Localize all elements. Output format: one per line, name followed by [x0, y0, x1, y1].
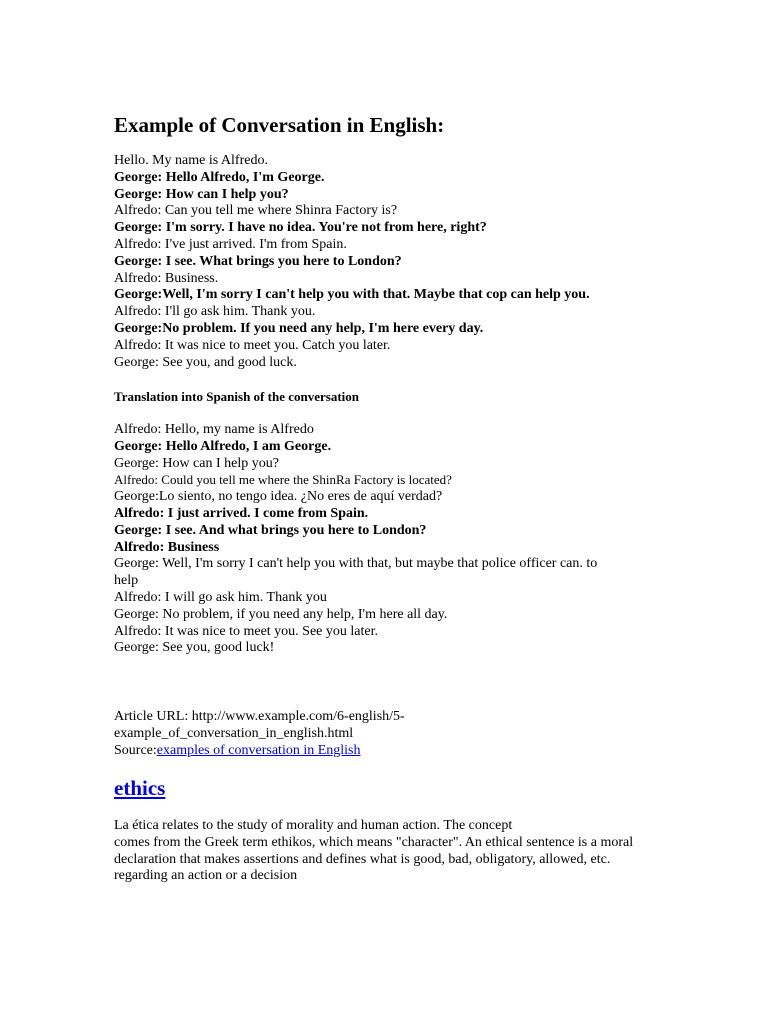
conversation-line: George: How can I help you?: [114, 186, 289, 202]
translation-line: George: I see. And what brings you here to London?: [114, 522, 427, 538]
translation-line: George: See you, good luck!: [114, 640, 275, 656]
conversation-line: Alfredo: It was nice to meet you. Catch you later.: [114, 337, 391, 353]
conversation-line: George: I see. What brings you here to London?: [114, 253, 402, 269]
source-link[interactable]: examples of conversation in English: [156, 742, 361, 758]
ethics-body-text: comes from the Greek term ethikos, which means "character". An ethical sentence is a moral declaration that makes assertions and defines what is good, bad, obligatory, allowed, etc. regarding an action or a decision: [114, 834, 634, 884]
conversation-line: Alfredo: Can you tell me where Shinra Factory is?: [114, 203, 398, 219]
conversation-line: George: Hello Alfredo, I'm George.: [114, 169, 325, 185]
conversation-line: Alfredo: I'll go ask him. Thank you.: [114, 304, 316, 320]
translation-line: Alfredo: I just arrived. I come from Spain.: [114, 505, 369, 521]
translation-line: George: Hello Alfredo, I am George.: [114, 438, 332, 454]
ethics-heading-link[interactable]: ethics: [114, 776, 166, 800]
translation-line: Alfredo: Hello, my name is Alfredo: [114, 422, 314, 437]
ethics-paragraph: [114, 818, 634, 885]
translation-line: George: How can I help you?: [114, 455, 279, 471]
translation-line: Alfredo: Could you tell me where the ShinRa Factory is located?: [114, 472, 452, 488]
conversation-line: Hello. My name is Alfredo.: [114, 153, 268, 168]
conversation-line: Alfredo: I've just arrived. I'm from Spain.: [114, 236, 347, 252]
conversation-line: George: I'm sorry. I have no idea. You're not from here, right?: [114, 220, 487, 236]
conversation-line: Alfredo: Business.: [114, 270, 219, 286]
page-title: Example of Conversation in English:: [114, 113, 445, 137]
conversation-line: George:No problem. If you need any help, I'm here every day.: [114, 320, 484, 336]
ethics-first-line: La ética relates to the study of morality and human action. The concept: [114, 818, 513, 833]
translation-line: Alfredo: I will go ask him. Thank you: [114, 589, 327, 605]
translation-line: George: No problem, if you need any help, I'm here all day.: [114, 606, 448, 622]
translation-line: Alfredo: It was nice to meet you. See you later.: [114, 623, 378, 639]
translation-line: George:Lo siento, no tengo idea. ¿No eres de aquí verdad?: [114, 489, 443, 505]
article-source-block: [114, 709, 444, 759]
translation-heading: Translation into Spanish of the conversation: [114, 389, 359, 404]
conversation-line: George:Well, I'm sorry I can't help you with that. Maybe that cop can help you.: [114, 287, 590, 303]
translation-line: George: Well, I'm sorry I can't help you with that, but maybe that police officer can. to help: [114, 556, 598, 589]
translation-line: Alfredo: Business: [114, 539, 220, 555]
translation-block: [114, 422, 614, 657]
source-label: Source:: [114, 742, 157, 758]
conversation-line: George: See you, and good luck.: [114, 354, 297, 370]
article-url-text: Article URL: http://www.example.com/6-english/5-example_of_conversation_in_english.html: [114, 709, 405, 741]
ethics-heading: [114, 774, 165, 802]
conversation-block: [114, 153, 590, 371]
